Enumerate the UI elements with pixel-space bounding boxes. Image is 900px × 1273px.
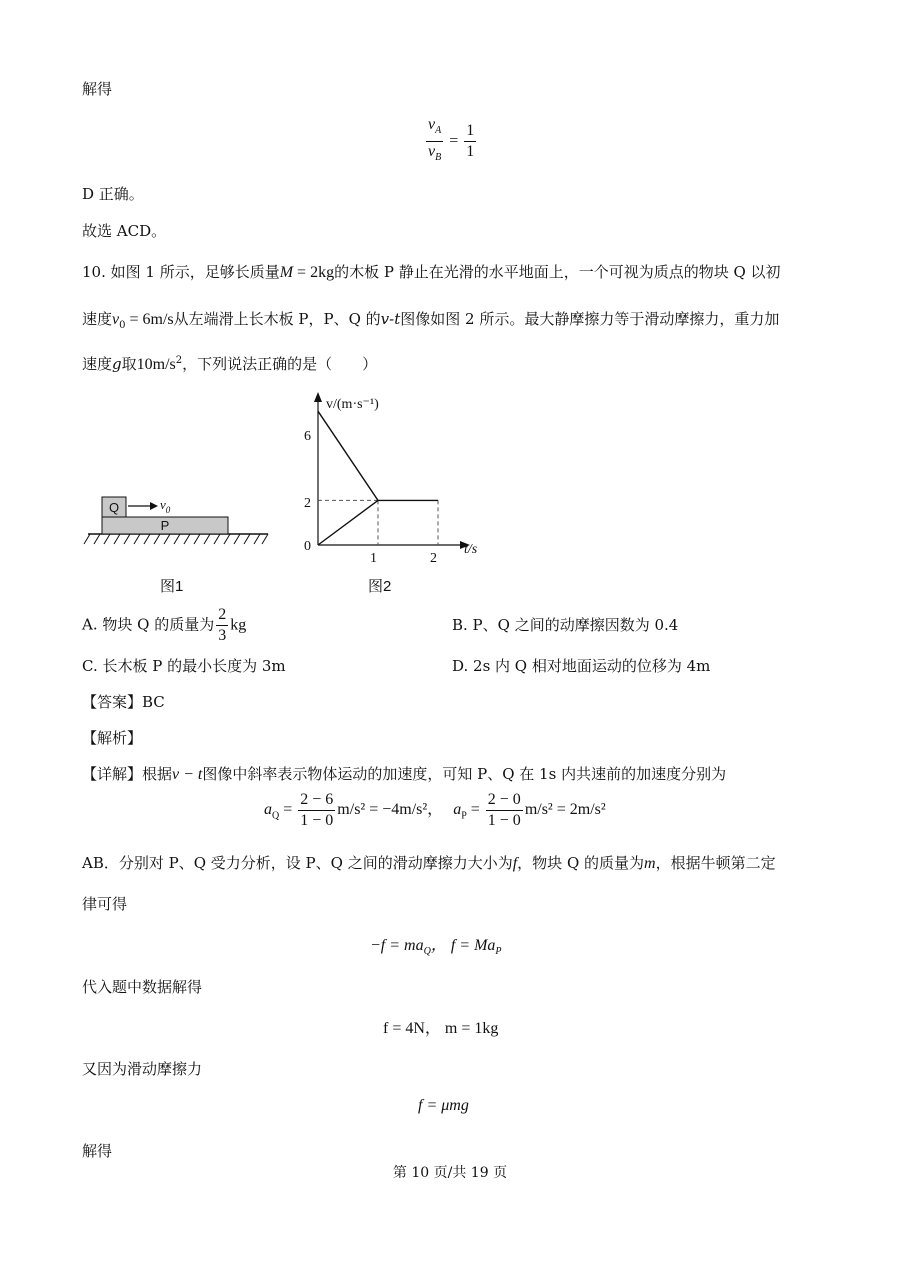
ground-hatching — [84, 534, 268, 544]
result-equation: f = 4N， m = 1kg — [383, 1020, 499, 1037]
series-line-2 — [318, 500, 378, 545]
text-jiede-2: 解得 — [82, 1142, 113, 1160]
page-footer: 第 10 页/共 19 页 — [392, 1165, 508, 1181]
option-a: A. 物块 Q 的质量为 $\frac{2}{3}$ kg — [82, 606, 247, 644]
text-d-correct: D 正确。 — [82, 185, 144, 203]
option-d: D. 2s 内 Q 相对地面运动的位移为 4m — [452, 657, 711, 675]
option-b: B. P、Q 之间的动摩擦因数为 0.4 — [452, 616, 679, 634]
question-10-line3: 速度g取$10m/s^2$，下列说法正确的是（ ） — [82, 355, 378, 373]
ratio-equation: $\frac{v_A}{v_B}$ = $\frac{1}{1}$ — [428, 116, 475, 164]
series-line-1 — [318, 411, 438, 500]
arrow-head — [150, 502, 158, 510]
y-tick-6: 6 — [304, 429, 311, 444]
answer-label: 【答案】BC — [82, 693, 165, 711]
acceleration-equation: $a_Q$ = $\frac{2 - 6}{1 - 0}$ m/s² = −4m/s²， $a_P$ = $\frac{2 - 0}{1 - 0}$ m/s² = 2m/s² — [264, 791, 606, 829]
text-choose-acd: 故选 ACD。 — [82, 222, 167, 240]
question-10-line1: 10. 如图 1 所示，足够长质量M = 2kg的木板 P 静止在光滑的水平地面上，一个可视为质点的物块 Q 以初 — [82, 263, 781, 281]
arrow-label: $v_0$ — [160, 497, 171, 515]
figure-1-diagram — [80, 488, 280, 552]
figure-2-vt-graph — [296, 390, 496, 570]
detail-line: 【详解】根据v − t图像中斜率表示物体运动的加速度，可知 P、Q 在 1s 内共速前的加速度分别为 — [82, 765, 727, 783]
y-tick-2: 2 — [304, 496, 311, 511]
x-tick-2: 2 — [430, 551, 437, 566]
board-p-label: P — [160, 518, 170, 533]
friction-equation: f = μmg — [418, 1097, 469, 1114]
substitute-text: 代入题中数据解得 — [82, 978, 203, 996]
vt-plot-lines — [318, 411, 438, 545]
analysis-label: 【解析】 — [82, 729, 143, 747]
y-axis-label: v/(m·s⁻¹) — [326, 397, 379, 412]
question-10-line2: 速度$v_0 = 6m/s$从左端滑上长木板 P，P、Q 的v-t图像如图 2 所示。最大静摩擦力等于滑动摩擦力，重力加 — [82, 310, 780, 331]
option-c: C. 长木板 P 的最小长度为 3m — [82, 657, 286, 675]
newton-equation: $-f = ma_Q$， $f = Ma_P$ — [370, 937, 502, 958]
x-axis-label: t/s — [464, 542, 478, 557]
y-tick-0: 0 — [304, 539, 311, 554]
ab-analysis-line2: 律可得 — [82, 895, 128, 913]
friction-text: 又因为滑动摩擦力 — [82, 1060, 203, 1078]
y-axis-arrow — [314, 392, 322, 402]
block-q-label: Q — [108, 500, 120, 515]
x-tick-1: 1 — [370, 551, 377, 566]
text-jiede: 解得 — [82, 80, 113, 98]
ab-analysis-line1: AB．分别对 P、Q 受力分析，设 P、Q 之间的滑动摩擦力大小为f，物块 Q 的质量为m，根据牛顿第二定 — [82, 854, 776, 872]
figure-2-caption: 图2 — [368, 578, 392, 595]
figure-1-caption: 图1 — [160, 578, 184, 595]
